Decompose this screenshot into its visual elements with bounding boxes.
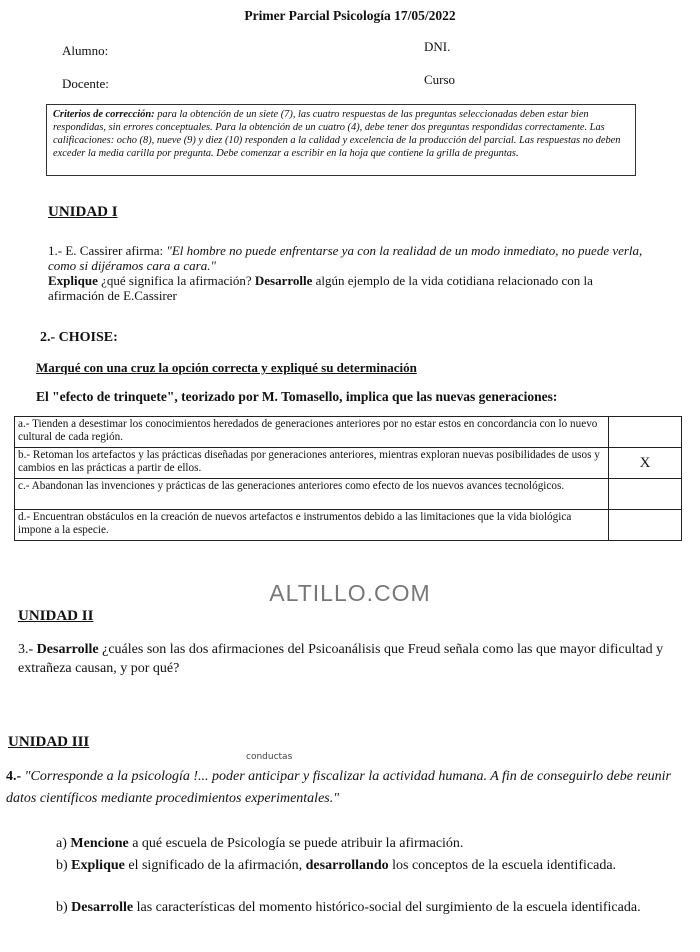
- unidad-2-heading: UNIDAD II: [18, 608, 94, 624]
- option-d-text: d.- Encuentran obstáculos en la creación de nuevos artefactos e instrumentos debido a las limitaciones que la vida biológica impone a la especie.: [15, 510, 609, 541]
- q4-item-a: [56, 834, 686, 853]
- choice-table: [14, 416, 682, 541]
- choise-stem: El "efecto de trinquete", teorizado por M. Tomasello, implica que las nuevas generaciones:: [36, 389, 558, 404]
- q4-c-prefix: b): [56, 900, 72, 915]
- q1-desarrolle-rest: algún ejemplo de la vida cotidiana relacionado con la afirmación de E.Cassirer: [48, 273, 593, 303]
- handwritten-annotation: conductas: [246, 752, 293, 762]
- q4-b-mid: el significado de la afirmación,: [124, 858, 306, 873]
- q4-a-bold: Mencione: [70, 836, 129, 851]
- q4-a-prefix: a): [56, 836, 71, 851]
- option-a-checkbox[interactable]: [609, 417, 682, 448]
- q3-rest: ¿cuáles son las dos afirmaciones del Psicoanálisis que Freud señala como las que mayor dificultad y extrañeza causan, y por qué?: [18, 642, 664, 676]
- unidad-3-heading: UNIDAD III: [8, 734, 90, 750]
- criteria-lead: Criterios de corrección:: [53, 109, 155, 120]
- q4-c-rest: las características del momento histórico-social del surgimiento de la escuela identificada.: [133, 900, 641, 915]
- option-b-checkbox[interactable]: X: [609, 448, 682, 479]
- q4-b-bold: Explique: [71, 858, 125, 873]
- unidad-1-heading: UNIDAD I: [48, 204, 118, 220]
- q4-b-prefix: b): [56, 858, 72, 873]
- q1-desarrolle: Desarrolle: [254, 273, 313, 288]
- curso-label: Curso: [424, 72, 456, 87]
- choise-instruction: Marqué con una cruz la opción correcta y expliqué su determinación: [36, 360, 417, 375]
- docente-label: Docente:: [62, 76, 109, 91]
- watermark-text: ALTILLO.COM: [269, 580, 431, 606]
- q4-b-rest: los conceptos de la escuela identificada.: [388, 858, 617, 873]
- q1-explique-rest: ¿qué significa la afirmación?: [97, 273, 255, 288]
- criteria-text: para la obtención de un siete (7), las cuatro respuestas de las preguntas seleccionadas deben estar bien respondidas, sin errores conceptuales. Para la obtención de un cuatro (4), debe tener dos preguntas respondidas correctamente. Las calificaciones: ocho (8), nueve (9) y diez (10) responden a la calidad y excelencia de la producción del parcial. Las respuestas no deben exceder la media carilla por pregunta. Debe comenzar a escribir en la hoja que contiene la grilla de preguntas.: [53, 109, 621, 159]
- q3-prefix: 3.-: [18, 642, 37, 657]
- q4-item-b: [56, 856, 686, 875]
- alumno-label: Alumno:: [62, 43, 109, 58]
- grading-criteria-box: [46, 104, 636, 176]
- option-c-checkbox[interactable]: [609, 479, 682, 510]
- option-a-text: a.- Tienden a desestimar los conocimientos heredados de generaciones anteriores por no estar estos en concordancia con lo nuevo cultural de cada región.: [15, 417, 609, 448]
- choice-row-a: [15, 417, 682, 448]
- question-4: [6, 766, 690, 810]
- q1-explique: Explique: [48, 273, 98, 288]
- choice-row-c: [15, 479, 682, 510]
- choice-row-b: [15, 448, 682, 479]
- q4-item-c: [56, 898, 686, 917]
- q1-prefix: 1.- E. Cassirer afirma:: [48, 243, 167, 258]
- choice-row-d: [15, 510, 682, 541]
- option-d-checkbox[interactable]: [609, 510, 682, 541]
- q4-c-bold: Desarrolle: [71, 900, 134, 915]
- q1-quote: "El hombre no puede enfrentarse ya con la realidad de un modo inmediato, no puede verla, como si dijéramos cara a cara.": [48, 243, 643, 273]
- q3-bold: Desarrolle: [36, 642, 99, 657]
- q4-a-rest: a qué escuela de Psicología se puede atribuir la afirmación.: [128, 836, 464, 851]
- option-b-text: b.- Retoman los artefactos y las prácticas diseñadas por generaciones anteriores, mientras exploran nuevas posibilidades de usos y cambios en las prácticas a partir de ellos.: [15, 448, 609, 479]
- exam-title: Primer Parcial Psicología 17/05/2022: [244, 8, 456, 23]
- choise-heading: 2.- CHOISE:: [40, 330, 118, 345]
- dni-label: DNI.: [424, 39, 451, 54]
- question-1: [48, 243, 648, 303]
- option-c-text: c.- Abandonan las invenciones y prácticas de las generaciones anteriores como efecto de los nuevos avances tecnológicos.: [15, 479, 609, 510]
- q4-b-bold2: desarrollando: [305, 858, 389, 873]
- q4-quote: "Corresponde a la psicología !... poder anticipar y fiscalizar la actividad humana. A fin de conseguirlo debe reunir datos científicos mediante procedimientos experimentales.": [6, 769, 671, 806]
- q4-prefix: 4.-: [6, 769, 25, 784]
- question-3: [18, 640, 688, 678]
